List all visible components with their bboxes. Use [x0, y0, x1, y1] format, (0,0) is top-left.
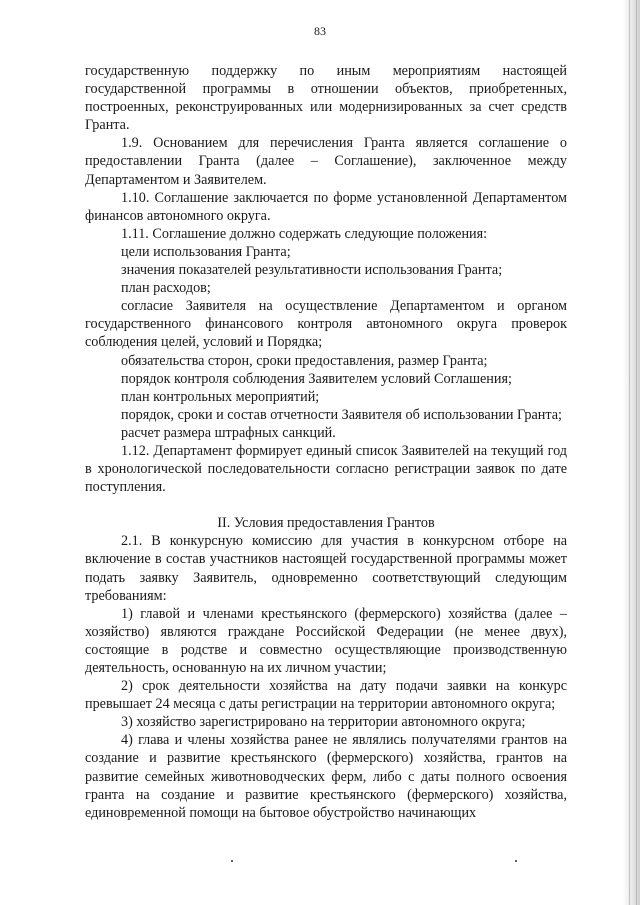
list-item: порядок, сроки и состав отчетности Заявителя об использовании Гранта; — [121, 406, 562, 423]
list-item: значения показателей результативности использования Гранта; — [121, 262, 503, 279]
paragraph: 1.12. Департамент формирует единый список Заявителей на текущий год в хронологической последовательности согласно регистрации заявок по дате поступления. — [85, 442, 567, 496]
page-edge-shadow — [622, 0, 640, 905]
list-item: цели использования Гранта; — [121, 243, 291, 260]
scan-speck — [231, 860, 233, 862]
list-item: расчет размера штрафных санкций. — [121, 424, 336, 441]
paragraph: 4) глава и члены хозяйства ранее не являлись получателями грантов на создание и развитие крестьянского (фермерского) хозяйства, грантов на развитие семейных животноводческих ферм, либо с даты полного освоения гранта на создание и развитие крестьянского (фермерского) хозяйства, единовременной помощи на бытовое обустройство начинающих — [85, 732, 567, 821]
scan-edge-line — [629, 0, 630, 905]
list-item: план расходов; — [121, 280, 211, 297]
paragraph: 1.11. Соглашение должно содержать следующие положения: — [121, 225, 488, 242]
paragraph: 2) срок деятельности хозяйства на дату подачи заявки на конкурс превышает 24 месяца с даты регистрации на территории автономного округа; — [85, 678, 567, 713]
list-item: обязательства сторон, сроки предоставления, размер Гранта; — [121, 352, 488, 369]
scan-speck — [515, 860, 517, 862]
list-item: план контрольных мероприятий; — [121, 388, 320, 405]
paragraph: 3) хозяйство зарегистрировано на территории автономного округа; — [121, 714, 526, 731]
list-item: согласие Заявителя на осуществление Департаментом и органом государственного финансового контроля автономного округа проверок соблюдения целей, условий и Порядка; — [85, 298, 567, 351]
paragraph: государственную поддержку по иным мероприятиям настоящей государственной программы в отношении объектов, приобретенных, построенных, реконструированных или модернизированных за счет средств Гранта. — [85, 63, 567, 134]
list-item: порядок контроля соблюдения Заявителем условий Соглашения; — [121, 370, 512, 387]
section-title: II. Условия предоставления Грантов — [217, 515, 435, 532]
paragraph: 1.10. Соглашение заключается по форме установленной Департаментом финансов автономного округа. — [85, 189, 567, 224]
scan-edge-line — [636, 0, 637, 905]
paragraph: 1.9. Основанием для перечисления Гранта является соглашение о предоставлении Гранта (далее – Соглашение), заключенное между Департаментом и Заявителем. — [85, 135, 567, 188]
page-number: 83 — [314, 24, 326, 38]
document-body — [85, 62, 567, 822]
paragraph: 1) главой и членами крестьянского (фермерского) хозяйства (далее – хозяйство) являются граждане Российской Федерации (не менее двух), состоящие в родстве и совместно осуществляющие производственную деятельность, основанную на их личном участии; — [85, 605, 567, 676]
paragraph: 2.1. В конкурсную комиссию для участия в конкурсном отборе на включение в состав участников настоящей государственной программы может подать заявку Заявитель, одновременно соответствующий следующим требованиям: — [85, 533, 567, 604]
